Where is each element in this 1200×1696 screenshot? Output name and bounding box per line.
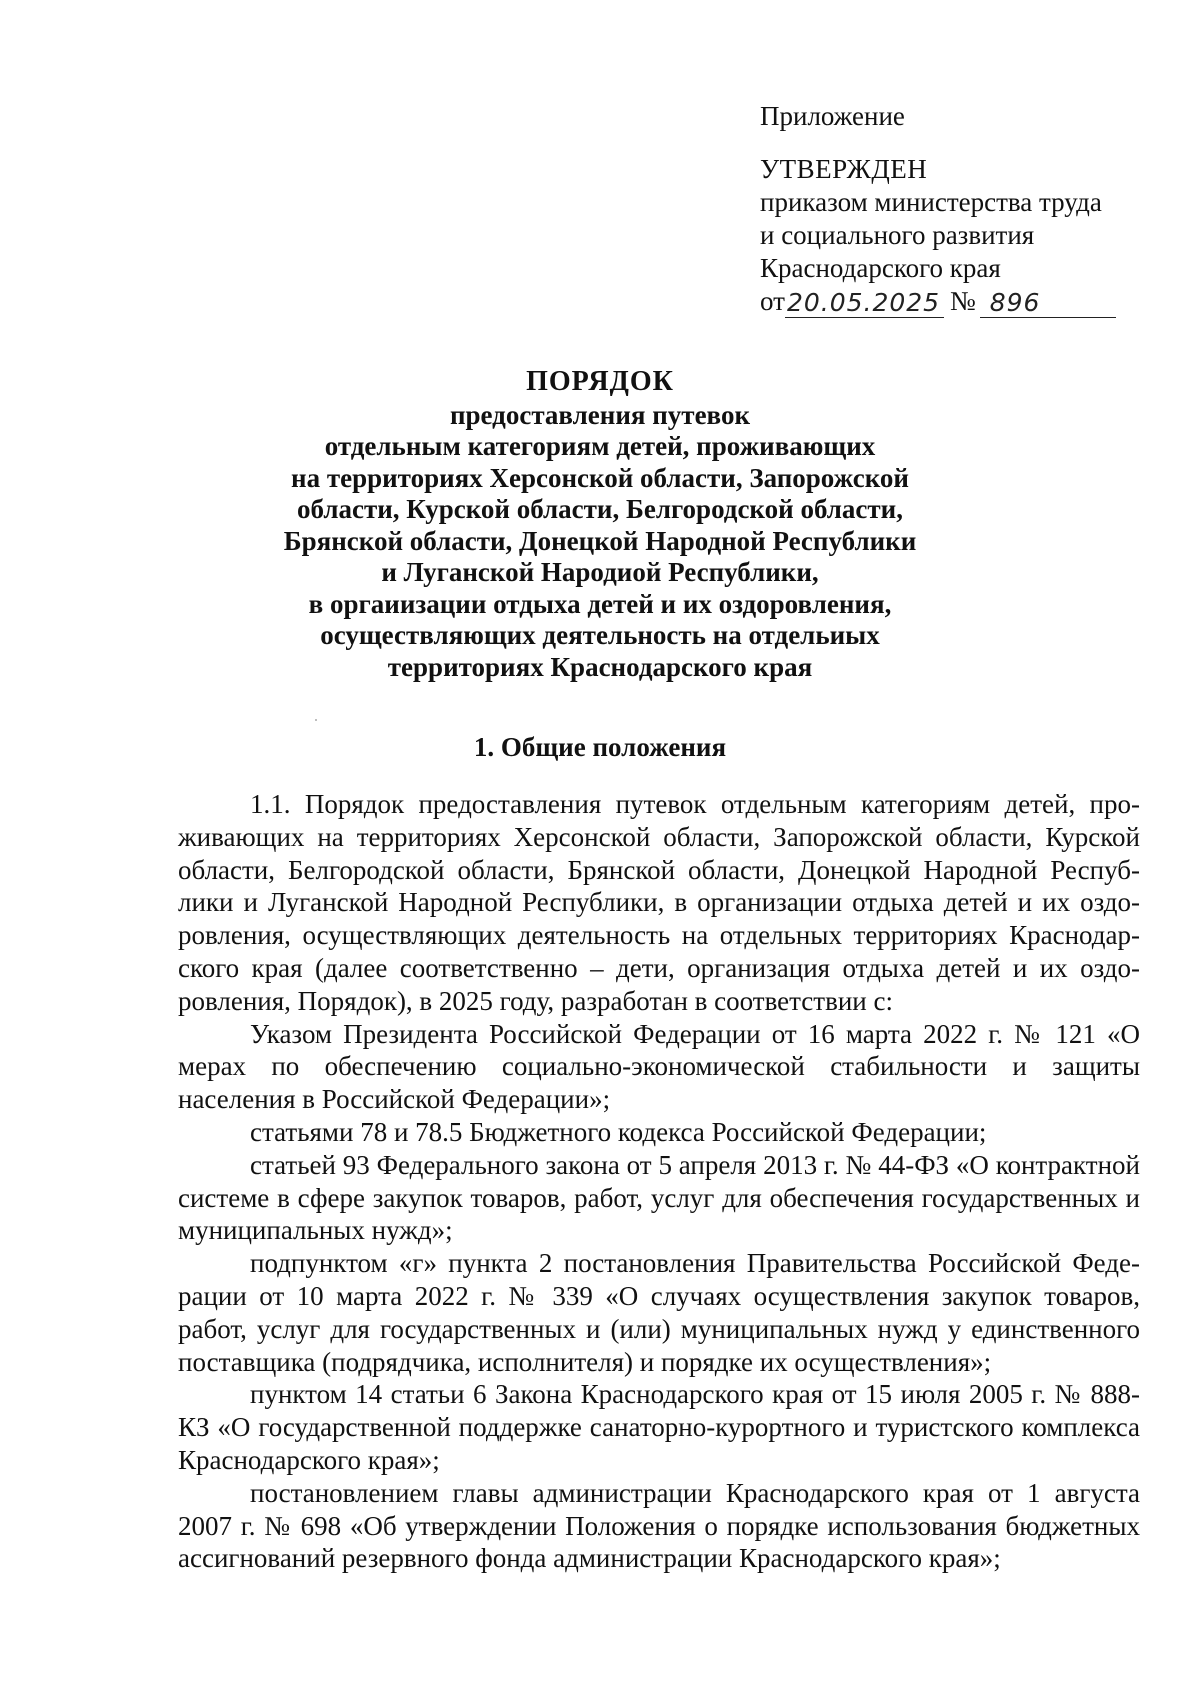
title-line: области, Курской области, Белгородской области, [297, 494, 903, 524]
paragraph: статьями 78 и 78.5 Бюджетного кодекса Российской Федерации; [250, 1116, 987, 1147]
scan-speck [315, 719, 317, 721]
paragraph: пунктом 14 статьи 6 Закона Краснодарского края от 15 июля 2005 г. № 888-КЗ «О государственной поддержке санаторно-курортного и туристского комплекса Краснодарского края»; [178, 1379, 1140, 1475]
approved-label: УТВЕРЖДЕН [760, 154, 928, 184]
number-sign: № [949, 286, 976, 316]
title-line: в оргаиизации отдыха детей и их оздоровления, [308, 588, 892, 619]
title-line: и Луганской Народиой Республики, [381, 557, 819, 587]
approval-date-number-row [760, 285, 1160, 318]
title-line: Брянской области, Донецкой Народной Республики [283, 525, 917, 556]
date-prefix: от [760, 286, 785, 316]
paragraph: статьей 93 Федерального закона от 5 апреля 2013 г. № 44-ФЗ «О контрактной системе в сфере закупок товаров, работ, услуг для обеспечения государственных и муниципальных нужд»; [178, 1149, 1140, 1246]
title-line: осуществляющих деятельность на отдельиых [320, 620, 880, 650]
approval-line-1: приказом министерства труда [760, 187, 1102, 217]
approval-block [760, 100, 1160, 318]
approval-line-2: и социального развития [760, 220, 1035, 250]
handwritten-date: 20.05.2025 [785, 289, 944, 318]
handwritten-number: 896 [980, 289, 1116, 318]
title-line: на территориях Херсонской области, Запорожской [291, 462, 909, 493]
title-line: территориях Краснодарского края [387, 651, 813, 682]
document-title [100, 366, 1100, 683]
title-main: ПОРЯДОК [526, 366, 674, 397]
title-line: предоставления путевок [449, 399, 751, 430]
section-heading: 1. Общие положения [473, 732, 727, 762]
appendix-label: Приложение [760, 101, 905, 131]
paragraph: Указом Президента Российской Федерации от 16 марта 2022 г. № 121 «О мерах по обеспечению социально-экономической стабильности и защиты населения в Российской Федерации»; [178, 1018, 1140, 1115]
paragraph: 1.1. Порядок предоставления путевок отдельным категориям детей, проживающих на территориях Херсонской области, Запорожской области, Курской области, Белгородской области, Брянской области, Донецкой Народной Республики и Луганской Народной Республики, в организации отдыха детей и их оздоровления, осуществляющих деятельность на отдельных территориях Краснодарского края (далее соответственно – дети, организация отдыха детей и их оздоровления, Порядок), в 2025 году, разработан в соответствии с: [178, 789, 1140, 1016]
title-line: отдельным категориям детей, проживающих [324, 431, 876, 461]
document-body [178, 788, 1140, 1575]
paragraph: подпунктом «г» пункта 2 постановления Правительства Российской Федерации от 10 марта 2022 г. № 339 «О случаях осуществления закупок товаров, работ, услуг для государственных и (или) муниципальных нужд у единственного поставщика (подрядчика, исполнителя) и порядке их осуществления»; [178, 1248, 1140, 1377]
approval-line-3: Краснодарского края [760, 253, 1001, 283]
paragraph: постановлением главы администрации Краснодарского края от 1 августа 2007 г. № 698 «Об утверждении Положения о порядке использования бюджетных ассигнований резервного фонда администрации Краснодарского края»; [178, 1477, 1140, 1574]
